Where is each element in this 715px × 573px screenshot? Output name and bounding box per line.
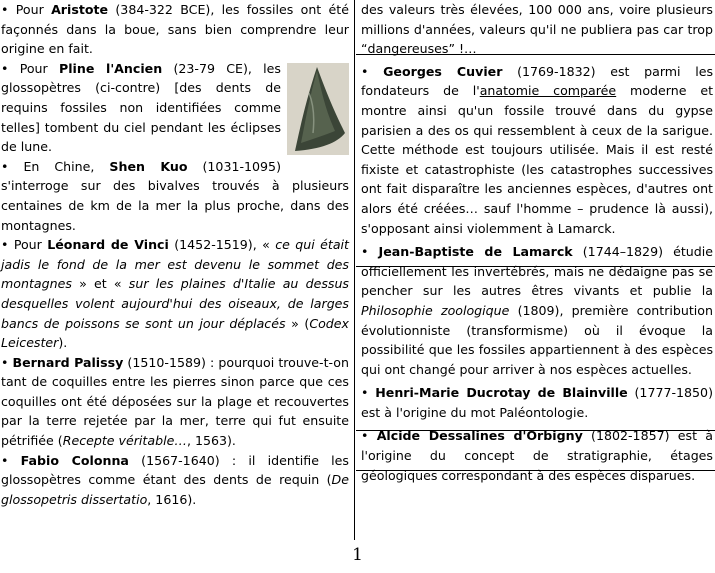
- person-name: Alcide Dessalines d'Orbigny: [376, 428, 583, 444]
- shark-tooth-fossil-image: [287, 63, 349, 155]
- source-title: Codex Leicester: [1, 315, 350, 351]
- paragraph-orbigny: • Alcide Dessalines d'Orbigny (1802-1857) est à l'origine du concept de stratigraphie, étages géologiques correspondant à des espèces disparues.: [361, 428, 713, 483]
- paragraph-aristote: • Pour Aristote (384-322 BCE), les fossiles ont été façonnés dans la boue, sans bien comprendre leur origine en fait.: [1, 2, 349, 57]
- paragraph-lamarck: • Jean-Baptiste de Lamarck (1744–1829) étudie officiellement les invertébrés, mais ne dédaigne pas se pencher sur les autres êtres vivants et publie la Philosophie zoologique (1809), première contribution évolutionniste (transformisme) où il évoque la possibilité que les fossiles appartiennent à des espèces qui ont changé pour arriver à nos espèces actuelles.: [361, 244, 713, 377]
- left-column: [0, 0, 352, 509]
- person-name: Jean-Baptiste de Lamarck: [378, 244, 573, 260]
- book-title: Philosophie zoologique: [361, 302, 510, 318]
- person-name: Aristote: [51, 2, 109, 17]
- column-divider: [354, 0, 355, 540]
- paragraph-leonard: • Pour Léonard de Vinci (1452-1519), « ce qui était jadis le fond de la mer est devenu le sommet des montagnes » et « sur les plaines d'Italie au dessus desquelles volent aujourd'hui des oiseaux, de larges bancs de poissons se sont un jour déplacés » (Codex Leicester).: [1, 237, 350, 351]
- anatomie-link[interactable]: anatomie comparée: [479, 83, 617, 99]
- source-title: De glossopetris dissertatio: [1, 472, 349, 507]
- paragraph-cuvier: • Georges Cuvier (1769-1832) est parmi les fondateurs de l'anatomie comparée moderne et montre ainsi qu'un fossile trouvé dans du gypse parisien a des os qui ressemblent à ceux de la sarigue. Cette méthode est toujours utilisée. Mais il est resté fixiste et catastrophiste (les catastrophes successives ont fait disparaître les anciennes espèces, d'autres ont alors été créées… sauf l'homme – prudence là aussi), s'opposant ainsi violemment à Lamarck.: [361, 63, 714, 236]
- person-name: Georges Cuvier: [383, 63, 503, 79]
- source-title: Recepte véritable…: [62, 433, 187, 449]
- quote: sur les plaines d'Italie au dessus desquelles volent aujourd'hui des oiseaux, de larges bancs de poissons se sont un jour déplacés: [1, 276, 349, 331]
- person-name: Pline l'Ancien: [58, 60, 163, 76]
- paragraph-blainville: • Henri-Marie Ducrotay de Blainville (1777-1850) est à l'origine du mot Paléontologie.: [361, 385, 713, 420]
- page-number: 1: [352, 545, 363, 565]
- paragraph-continued: des valeurs très élevées, 100 000 ans, voire plusieurs millions d'années, valeurs qu'il ne publiera pas car trop “dangereuses” !…: [361, 2, 713, 57]
- paragraph-shen-kuo: • En Chine, Shen Kuo (1031-1095) s'interroge sur des bivalves trouvés à plusieurs centaines de km de la mer la plus proche, dans des montagnes.: [1, 158, 349, 233]
- right-column: [357, 0, 714, 485]
- paragraph-colonna: • Fabio Colonna (1567-1640) : il identifie les glossopètres comme étant des dents de requin (De glossopetris dissertatio, 1616).: [1, 452, 349, 507]
- paragraph-pline: • Pour Pline l'Ancien (23-79 CE), les glossopètres (ci-contre) [des dents de requins fossiles non identifiées comme telles] tombent du ciel pendant les éclipses de lune.: [1, 59, 349, 157]
- paragraph-palissy: • Bernard Palissy (1510-1589) : pourquoi trouve-t-on tant de coquilles entre les pierres sinon parce que ces coquilles ont été déposées sur la plage et recouvertes par la terre rejetée par la mer, terre qui fut ensuite pétrifiée (Recepte véritable…, 1563).: [1, 354, 349, 449]
- person-name: Bernard Palissy: [12, 354, 124, 370]
- person-name: Henri-Marie Ducrotay de Blainville: [375, 385, 628, 401]
- person-name: Léonard de Vinci: [47, 237, 169, 253]
- person-name: Shen Kuo: [109, 158, 188, 174]
- person-name: Fabio Colonna: [20, 452, 129, 468]
- quote: ce qui était jadis le fond de la mer est devenu le sommet des montagnes: [1, 237, 349, 292]
